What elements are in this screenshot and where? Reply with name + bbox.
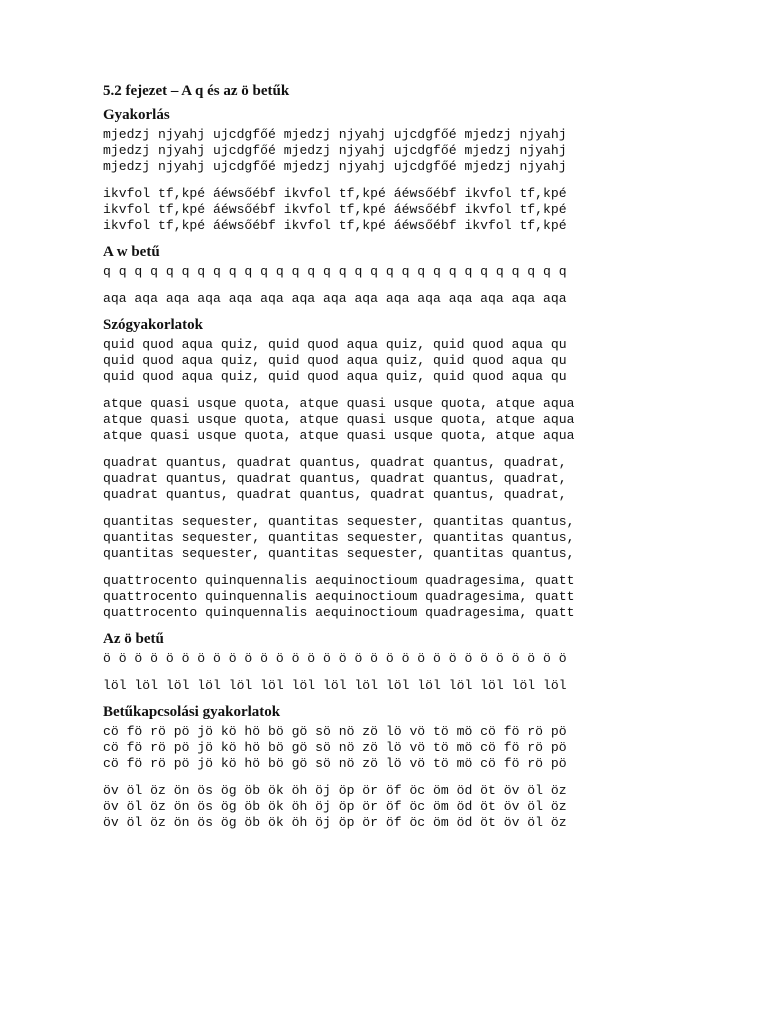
exercise-line: löl löl löl löl löl löl löl löl löl löl löl löl löl löl löl bbox=[103, 678, 567, 693]
exercise-block bbox=[103, 264, 683, 280]
exercise-block bbox=[103, 127, 683, 175]
exercise-line: quid quod aqua quiz, quid quod aqua quiz, quid quod aqua qu bbox=[103, 337, 567, 352]
exercise-line: ö ö ö ö ö ö ö ö ö ö ö ö ö ö ö ö ö ö ö ö ö ö ö ö ö ö ö ö ö ö bbox=[103, 651, 567, 666]
exercise-line: atque quasi usque quota, atque quasi usque quota, atque aqua bbox=[103, 428, 575, 443]
exercise-line: q q q q q q q q q q q q q q q q q q q q q q q q q q q q q q bbox=[103, 264, 567, 279]
section-heading: Betűkapcsolási gyakorlatok bbox=[103, 704, 281, 720]
exercise-line: atque quasi usque quota, atque quasi usque quota, atque aqua bbox=[103, 396, 575, 411]
exercise-line: ikvfol tf,kpé áéwsőébf ikvfol tf,kpé áéwsőébf ikvfol tf,kpé bbox=[103, 218, 567, 233]
exercise-line: quantitas sequester, quantitas sequester, quantitas quantus, bbox=[103, 530, 575, 545]
exercise-line: mjedzj njyahj ujcdgfőé mjedzj njyahj ujcdgfőé mjedzj njyahj bbox=[103, 127, 567, 142]
section bbox=[103, 243, 683, 307]
exercise-line: quattrocento quinquennalis aequinoctioum quadragesima, quatt bbox=[103, 605, 575, 620]
exercise-line: quadrat quantus, quadrat quantus, quadrat quantus, quadrat, bbox=[103, 455, 567, 470]
exercise-line: quattrocento quinquennalis aequinoctioum quadragesima, quatt bbox=[103, 589, 575, 604]
exercise-line: aqa aqa aqa aqa aqa aqa aqa aqa aqa aqa aqa aqa aqa aqa aqa bbox=[103, 291, 567, 306]
exercise-line: quattrocento quinquennalis aequinoctioum quadragesima, quatt bbox=[103, 573, 575, 588]
exercise-line: atque quasi usque quota, atque quasi usque quota, atque aqua bbox=[103, 412, 575, 427]
exercise-sections bbox=[103, 106, 683, 831]
exercise-line: mjedzj njyahj ujcdgfőé mjedzj njyahj ujcdgfőé mjedzj njyahj bbox=[103, 143, 567, 158]
exercise-block bbox=[103, 186, 683, 234]
section-heading: Szógyakorlatok bbox=[103, 317, 204, 333]
exercise-line: quantitas sequester, quantitas sequester, quantitas quantus, bbox=[103, 514, 575, 529]
exercise-line: cö fö rö pö jö kö hö bö gö sö nö zö lö vö tö mö cö fö rö pö bbox=[103, 724, 567, 739]
section bbox=[103, 106, 683, 234]
section bbox=[103, 630, 683, 694]
exercise-block bbox=[103, 678, 683, 694]
section-heading: A w betű bbox=[103, 244, 160, 260]
exercise-line: öv öl öz ön ös ög öb ök öh öj öp ör öf öc öm öd öt öv öl öz bbox=[103, 799, 567, 814]
exercise-block bbox=[103, 455, 683, 503]
section bbox=[103, 316, 683, 621]
exercise-line: ikvfol tf,kpé áéwsőébf ikvfol tf,kpé áéwsőébf ikvfol tf,kpé bbox=[103, 186, 567, 201]
exercise-line: öv öl öz ön ös ög öb ök öh öj öp ör öf öc öm öd öt öv öl öz bbox=[103, 815, 567, 830]
exercise-block bbox=[103, 291, 683, 307]
exercise-line: cö fö rö pö jö kö hö bö gö sö nö zö lö vö tö mö cö fö rö pö bbox=[103, 756, 567, 771]
exercise-block bbox=[103, 337, 683, 385]
chapter-title: 5.2 fejezet – A q és az ö betűk bbox=[103, 83, 290, 99]
exercise-block bbox=[103, 724, 683, 772]
exercise-line: quadrat quantus, quadrat quantus, quadrat quantus, quadrat, bbox=[103, 471, 567, 486]
exercise-line: cö fö rö pö jö kö hö bö gö sö nö zö lö vö tö mö cö fö rö pö bbox=[103, 740, 567, 755]
exercise-block bbox=[103, 651, 683, 667]
exercise-line: mjedzj njyahj ujcdgfőé mjedzj njyahj ujcdgfőé mjedzj njyahj bbox=[103, 159, 567, 174]
document-page bbox=[103, 82, 683, 831]
section bbox=[103, 703, 683, 831]
exercise-line: quadrat quantus, quadrat quantus, quadrat quantus, quadrat, bbox=[103, 487, 567, 502]
exercise-line: quid quod aqua quiz, quid quod aqua quiz, quid quod aqua qu bbox=[103, 353, 567, 368]
exercise-block bbox=[103, 573, 683, 621]
section-heading: Az ö betű bbox=[103, 631, 164, 647]
exercise-block bbox=[103, 783, 683, 831]
exercise-line: ikvfol tf,kpé áéwsőébf ikvfol tf,kpé áéwsőébf ikvfol tf,kpé bbox=[103, 202, 567, 217]
exercise-block bbox=[103, 514, 683, 562]
section-heading: Gyakorlás bbox=[103, 107, 170, 123]
exercise-block bbox=[103, 396, 683, 444]
exercise-line: quid quod aqua quiz, quid quod aqua quiz, quid quod aqua qu bbox=[103, 369, 567, 384]
exercise-line: öv öl öz ön ös ög öb ök öh öj öp ör öf öc öm öd öt öv öl öz bbox=[103, 783, 567, 798]
exercise-line: quantitas sequester, quantitas sequester, quantitas quantus, bbox=[103, 546, 575, 561]
